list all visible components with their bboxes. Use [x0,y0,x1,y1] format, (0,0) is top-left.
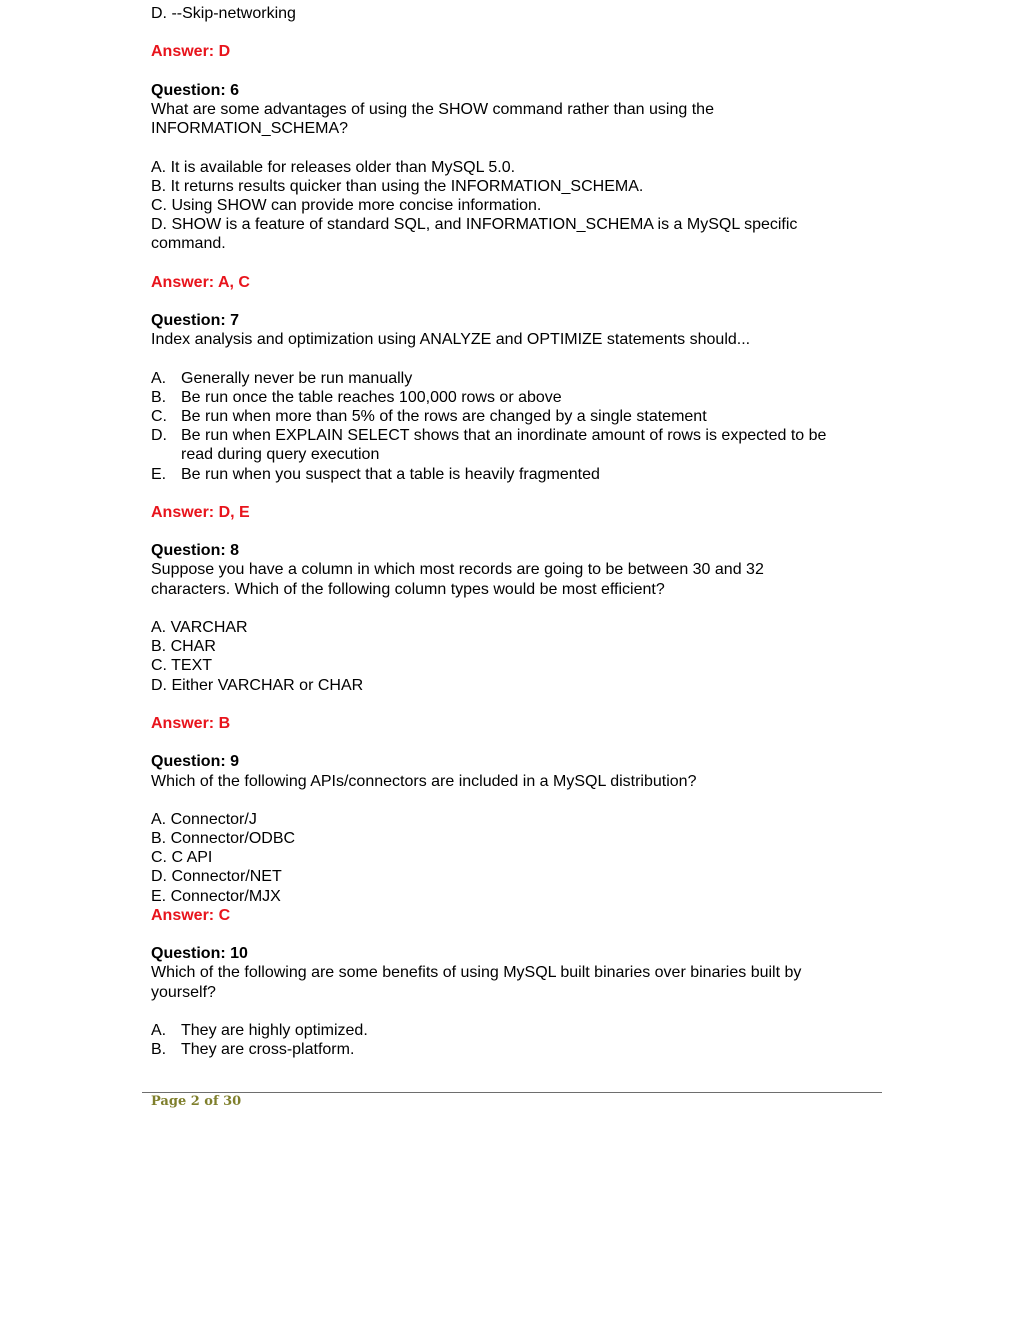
option-text: read during query execution [181,446,380,464]
q5-answer: Answer: D [151,43,231,61]
question-title: Question: 7 [151,312,240,329]
option-a: A. It is available for releases older than MySQL 5.0. [151,158,516,176]
question-text: Which of the following are some benefits of using MySQL built binaries over binaries built by [151,964,802,982]
option-label: E. [151,465,167,483]
option-b [151,388,871,407]
footer-divider [142,1092,882,1093]
option-c: C. TEXT [151,657,213,675]
option-text: They are highly optimized. [181,1021,368,1039]
question-text: Which of the following APIs/connectors are included in a MySQL distribution? [151,772,697,790]
option-e [151,465,871,484]
option-c: C. C API [151,849,213,867]
option-text: Be run when you suspect that a table is heavily fragmented [181,465,600,483]
option-b: B. Connector/ODBC [151,830,296,848]
question-title: Question: 6 [151,81,240,99]
option-text: They are cross-platform. [181,1041,355,1059]
option-text: Generally never be run manually [181,369,413,387]
option-text: Be run when EXPLAIN SELECT shows that an inordinate amount of rows is expected to be [181,427,827,445]
option-label: D. [151,427,167,445]
option-a: A. VARCHAR [151,619,248,636]
question-text: characters. Which of the following column types would be most efficient? [151,580,665,598]
question-text: What are some advantages of using the SHOW command rather than using the [151,100,714,118]
option-d: D. Either VARCHAR or CHAR [151,676,364,694]
option-a: A. Connector/J [151,810,257,828]
option-label: B. [151,1041,167,1059]
option-d: D. SHOW is a feature of standard SQL, and INFORMATION_SCHEMA is a MySQL specific [151,216,798,234]
option-d: D. Connector/NET [151,868,282,886]
option-d [151,426,871,445]
answer: Answer: D, E [151,503,250,521]
option-label: C. [151,407,167,425]
question-text: Suppose you have a column in which most records are going to be between 30 and 32 [151,561,764,579]
question-title: Question: 9 [151,753,240,771]
question-title: Question: 8 [151,542,240,560]
option-c [151,407,871,426]
document-page [151,4,871,1059]
page-number: Page 2 of 30 [151,1094,242,1109]
option-c: C. Using SHOW can provide more concise information. [151,196,542,214]
answer: Answer: A, C [151,273,250,291]
question-9 [151,752,871,944]
option-a [151,1021,871,1040]
option-text: Be run once the table reaches 100,000 rows or above [181,388,562,406]
option-d-cont [151,445,871,464]
question-10 [151,944,871,1059]
option-text: Be run when more than 5% of the rows are changed by a single statement [181,407,707,425]
question-title: Question: 10 [151,945,248,963]
question-7 [151,311,871,541]
option-label: A. [151,369,167,387]
option-b: B. CHAR [151,638,216,656]
question-6 [151,81,871,311]
q5-option-d: D. --Skip-networking [151,5,296,22]
question-text: Index analysis and optimization using ANALYZE and OPTIMIZE statements should... [151,331,751,349]
answer: Answer: C [151,906,231,924]
option-label: B. [151,388,167,406]
option-e: E. Connector/MJX [151,887,281,905]
option-d-cont: command. [151,235,226,253]
question-text: yourself? [151,983,216,1001]
option-label: A. [151,1021,167,1039]
question-8 [151,541,871,752]
option-a [151,369,871,388]
question-text: INFORMATION_SCHEMA? [151,120,349,138]
option-b: B. It returns results quicker than using the INFORMATION_SCHEMA. [151,177,644,195]
option-b [151,1040,871,1059]
answer: Answer: B [151,714,231,732]
